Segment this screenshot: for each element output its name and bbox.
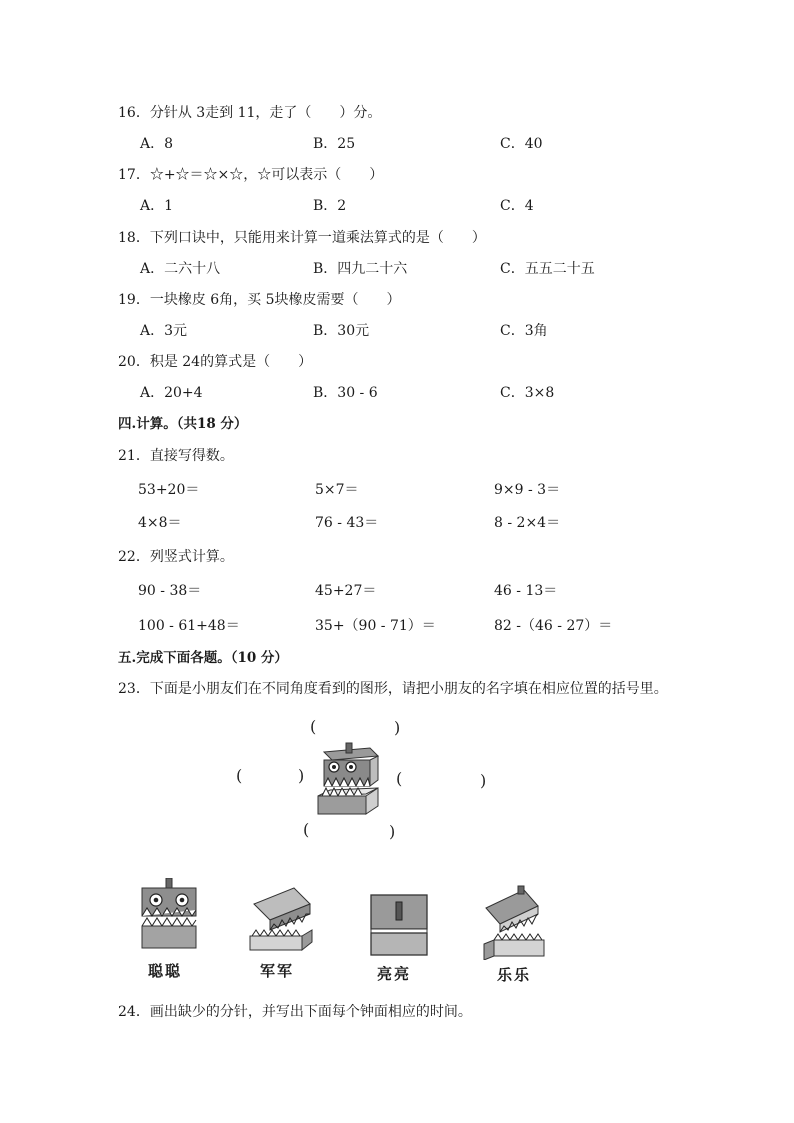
question-16: 16．分针从 3走到 11，走了（ ）分。 (118, 105, 382, 121)
name-label-liangliang: 亮亮 (377, 965, 412, 983)
answer-paren-open: ( (310, 717, 317, 736)
question-19: 19．一块橡皮 6角，买 5块橡皮需要（ ） (118, 292, 401, 308)
question-20: 20．积是 24的算式是（ ） (118, 354, 313, 370)
calc-item: 53+20＝ (138, 482, 200, 498)
answer-paren-open: ( (236, 766, 243, 785)
option-18-a: A．二六十八 (140, 261, 221, 277)
question-24: 24．画出缺少的分针，并写出下面每个钟面相应的时间。 (118, 1004, 472, 1020)
option-18-c: C．五五二十五 (500, 261, 595, 277)
question-21: 21．直接写得数。 (118, 448, 234, 464)
section-5-title: 五.完成下面各题。（10 分） (118, 650, 288, 666)
answer-paren-open: ( (303, 820, 310, 839)
name-label-lele: 乐乐 (497, 966, 532, 984)
calc-item: 4×8＝ (138, 515, 182, 531)
option-19-b: B．30元 (313, 323, 370, 339)
name-label-congcong: 聪聪 (148, 962, 183, 980)
calc-item: 100 - 61+48＝ (138, 618, 240, 634)
question-22: 22．列竖式计算。 (118, 549, 234, 565)
right-view-figure (480, 884, 552, 960)
option-17-a: A．1 (140, 198, 174, 214)
answer-paren-close: ) (480, 771, 487, 790)
calc-item: 90 - 38＝ (138, 583, 202, 599)
calc-item: 45+27＝ (315, 583, 377, 599)
option-20-b: B．30 - 6 (313, 385, 378, 401)
question-23: 23．下面是小朋友们在不同角度看到的图形，请把小朋友的名字填在相应位置的括号里。 (118, 681, 668, 697)
option-16-b: B．25 (313, 136, 356, 152)
option-16-c: C．40 (500, 136, 543, 152)
section-4-title: 四.计算。（共18 分） (118, 416, 248, 432)
option-20-c: C．3×8 (500, 385, 555, 401)
option-17-c: C．4 (500, 198, 534, 214)
question-17: 17．☆+☆＝☆×☆，☆可以表示（ ） (118, 167, 384, 183)
answer-paren-close: ) (389, 822, 396, 841)
left-view-figure (246, 884, 318, 958)
calc-item: 8 - 2×4＝ (494, 515, 561, 531)
option-20-a: A．20+4 (140, 385, 203, 401)
name-label-junjun: 军军 (260, 962, 295, 980)
calc-item: 9×9 - 3＝ (494, 482, 561, 498)
back-view-figure (368, 892, 430, 960)
calc-item: 46 - 13＝ (494, 583, 558, 599)
answer-paren-close: ) (394, 718, 401, 737)
option-18-b: B．四九二十六 (313, 261, 408, 277)
front-view-figure (138, 878, 200, 956)
option-17-b: B．2 (313, 198, 347, 214)
option-16-a: A．8 (140, 136, 174, 152)
answer-paren-close: ) (298, 766, 305, 785)
calc-item: 5×7＝ (315, 482, 359, 498)
option-19-c: C．3角 (500, 323, 548, 339)
option-19-a: A．3元 (140, 323, 188, 339)
center-3d-figure (310, 740, 390, 818)
calc-item: 76 - 43＝ (315, 515, 379, 531)
calc-item: 35+（90 - 71）＝ (315, 618, 436, 634)
calc-item: 82 -（46 - 27）＝ (494, 618, 613, 634)
answer-paren-open: ( (396, 769, 403, 788)
question-18: 18．下列口诀中，只能用来计算一道乘法算式的是（ ） (118, 230, 486, 246)
